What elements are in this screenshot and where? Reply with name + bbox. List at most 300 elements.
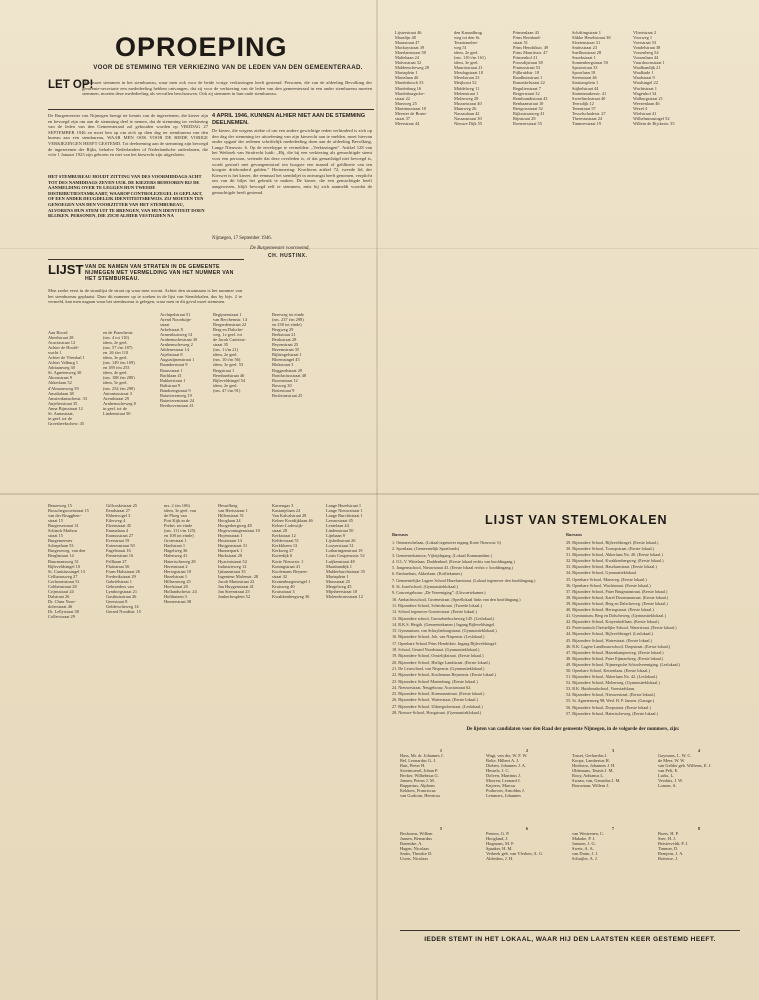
candidate-name: Bemjens, J. A.: [658, 851, 684, 857]
footer-instruction: IEDER STEMT IN HET LOKAAL, WAAR HIJ DEN LAATSTEN KEER GESTEMD HEEFT.: [424, 936, 716, 943]
street-entry: Raadhuisstraat 1: [513, 75, 543, 81]
street-entry: Meerstraat 44: [395, 120, 420, 126]
street-entry: weg tot den St.: [454, 35, 481, 41]
polling-station-entry: 11. Bijzondere School, Scheidstraat. (Tweede lokaal.): [392, 602, 482, 608]
street-entry: Meijhorst 52: [454, 80, 477, 86]
street-column: [395, 30, 451, 126]
street-entry: in geel. tot de: [103, 405, 127, 411]
polling-station-entry: 50. Openbare School, Kersenlaan. (Eerste lokaal.): [566, 667, 650, 673]
street-column: [106, 503, 162, 614]
street-entry: en 238 tot einde): [272, 322, 302, 328]
street-entry: dolerstraat 46: [48, 603, 73, 609]
street-entry: Spoorlaan 18: [572, 70, 596, 76]
street-entry: idem, 3e geel.: [454, 60, 479, 66]
street-entry: Acaciastraat 12: [48, 340, 76, 346]
street-entry: Lotharingenstraat 19: [326, 548, 363, 554]
street-entry: Gillcoskistraat 25: [106, 503, 138, 508]
street-entry: Burgemeester: [48, 538, 73, 544]
street-entry: straat 32: [272, 573, 287, 579]
street-entry: Maasstraat 47: [395, 40, 420, 46]
candidate-list: [486, 826, 568, 861]
polling-station-entry: 6. Fanfarehuis, Akkerlaan. (Koffiekamer.): [392, 571, 463, 577]
street-entry: Looyerstraat 31: [326, 543, 354, 549]
candidate-name: Mooren, Leonard J.: [486, 778, 521, 784]
street-entry: Lentelaan 44: [326, 523, 349, 529]
street-entry: Hoefstraat 20: [164, 583, 188, 589]
street-entry: Hezelstraat 1: [164, 573, 188, 579]
street-entry: en 108 tot einde): [164, 533, 194, 539]
street-entry: Mariënburgsche-: [395, 90, 425, 96]
candidate-name: Beisterveldt, P. J.: [658, 841, 689, 847]
street-entry: Waalbandijk 21: [633, 65, 661, 71]
street-entry: Hillenstraat 51: [218, 513, 244, 519]
street-entry: Achter de Hoofd-: [48, 345, 79, 351]
candidate-name: Becker, Wilhelmus G.: [400, 773, 439, 779]
page-title: OPROEPING: [115, 32, 288, 62]
candidate-name: van Westrenen, C.: [572, 831, 604, 837]
polling-station-entry: 19. Bijzondere School, Oostelijkstraat. (Eerste lokaal.): [392, 653, 484, 659]
street-entry: nrs. 2 t/m 106): [164, 503, 190, 508]
street-entry: (nrs. 254 t/m 298): [103, 385, 135, 391]
candidate-name: Aldenbos, J. H.: [486, 856, 514, 862]
street-entry: (nrs. 47 t/m 91): [213, 387, 241, 393]
street-column: [272, 312, 326, 398]
street-entry: Prunusstraat 53: [513, 65, 541, 71]
street-entry: Groesbeekschew. 45: [48, 420, 85, 426]
street-entry: Nassaustraat 30: [454, 115, 482, 121]
street-entry: Pijlkruidstr. 18: [513, 70, 540, 76]
street-entry: Hertogstraat 10: [164, 568, 192, 574]
candidate-name: Hogmans, M. F.: [486, 841, 515, 847]
street-entry: Herenstraat 2: [164, 563, 188, 569]
street-entry: Abeelstraat 28: [48, 335, 74, 341]
street-entry: Mariaplein 1: [326, 573, 349, 579]
street-entry: Lindenstraat 50: [103, 410, 131, 416]
polling-station-entry: 9. Concertgebouw „De Vereeniging”. (Uitvoeriekamer.): [392, 590, 486, 596]
street-column: [48, 330, 100, 426]
street-entry: Snelliusstraat 28: [572, 50, 602, 56]
street-entry: Kruisstraat 3: [272, 588, 295, 594]
candidate-list: [658, 826, 740, 861]
candidate-name: Hass, Mr. dr. Johannes J.: [400, 753, 444, 759]
polling-station-entry: 14. R.K.S. Heigth. (Gemeentekamer.) Ingang Bijleveldsingel.: [392, 621, 496, 627]
street-entry: Snoekstraat 1: [572, 55, 596, 61]
street-entry: Leeuwstraat 45: [326, 518, 353, 524]
street-entry: Kelner Kortdijklaan 46: [272, 518, 313, 524]
street-entry: St. Agnetenweg 30: [48, 370, 82, 376]
street-entry: Burgersestraat 31: [48, 523, 79, 529]
candidate-list: [658, 748, 740, 788]
street-entry: Theresiastraat 24: [572, 115, 603, 121]
street-entry: Mariënbosch 33: [395, 80, 424, 86]
polling-station-entry: 31. Bijzondere School, Akkerlaan No. 40. (Eerste lokaal.): [566, 552, 663, 558]
street-entry: Slikke Heseltstraat 38: [572, 35, 611, 41]
street-entry: Maldenscheweg 28: [395, 65, 430, 71]
divider: [400, 930, 740, 931]
street-entry: Mariënburg 16: [395, 85, 422, 91]
candidate-name: Koops, Lambertus H.: [572, 758, 610, 764]
candidate-name: Stoetmoesel, Johan P.: [400, 768, 439, 774]
street-entry: Achter Valburg 1: [48, 360, 79, 366]
street-entry: Timmerstraat 19: [572, 120, 601, 126]
street-entry: Prebrt. tot einde: [164, 523, 193, 529]
candidate-name: Wagt, van der, W. F. W.: [486, 753, 528, 759]
street-entry: Stationsplein 1: [572, 80, 599, 86]
street-entry: Maasbandijk 1: [326, 563, 352, 569]
street-entry: Rijksstraatweg 41: [513, 110, 545, 116]
street-entry: Vondelstraat 38: [633, 45, 661, 51]
street-entry: en de Prancheotr.: [103, 330, 134, 335]
candidate-name: Bottesse, J.: [658, 856, 678, 862]
street-entry: Prins Bernhard-: [513, 35, 541, 41]
street-entry: Hollandschestr. 24: [164, 588, 197, 594]
polling-station-entry: 18. School, Gerard Noodstraat. (Gymnastieklokaal.): [392, 647, 480, 653]
street-entry: Houtstraat 14: [218, 538, 242, 544]
street-entry: Beukstraat 28: [272, 337, 297, 343]
street-entry: Boxhornstraat 25: [272, 392, 303, 398]
street-entry: Malderburchtstraat 35: [326, 568, 365, 574]
street-entry: Marsstraat 25: [326, 578, 351, 584]
street-entry: idem, 2e geel.: [103, 340, 128, 346]
candidate-name: Hoekstra, Johannes J. H.: [572, 763, 616, 769]
street-entry: van Hertsstraat 1: [218, 508, 248, 514]
street-entry: Ranonkelstraat 22: [513, 80, 545, 86]
street-entry: Bergstraat 1: [213, 367, 235, 373]
street-entry: Baanderstraat 9: [160, 362, 188, 368]
polling-station-entry: 8. St. Jozefschool, (Gymnastieklokaal.): [392, 584, 458, 590]
street-list-heading-rest: VAN DE NAMEN VAN STRATEN IN DE GEMEENTE NIJMEGEN MET VERMELDING VAN HET NUMMER VAN HET STEMBUREAU.: [85, 264, 234, 283]
street-entry: en. 26 t/m 110: [103, 350, 129, 356]
street-entry: idem, 3e geel. 53: [213, 362, 244, 368]
street-entry: Malvastraat 52: [395, 60, 422, 66]
street-entry: Grotestraat 1: [164, 538, 187, 544]
street-entry: Kelner Lodewijk-: [272, 523, 304, 529]
candidate-list-number: 6: [525, 826, 529, 831]
street-entry: de Ploeg van: [164, 513, 187, 519]
street-entry: Bereweg tot einde: [272, 312, 304, 317]
polling-station-entry: 41. Gymnasium, Berg en Dalscheweg. (Gymnastieklokaal.): [566, 613, 666, 619]
street-entry: Arnhemschestraat 30: [160, 337, 198, 343]
polling-station-entry: 54. Bijzondere School, Nieuwestraat. (Eerste lokaal.): [566, 692, 656, 698]
candidate-list: [400, 748, 482, 798]
street-entry: Tesselschadestr. 27: [572, 110, 606, 116]
street-entry: idem, 5e geel.: [103, 380, 128, 386]
street-entry: Berg en Dalsche-: [213, 327, 244, 333]
street-entry: Collectoraat 29: [48, 614, 75, 620]
street-entry: Van Kalcalstraat 28: [272, 513, 307, 519]
street-entry: Bottestraat 9: [272, 387, 295, 393]
street-entry: Walburgstraat 21: [633, 95, 663, 101]
candidate-name: Hessels, J. C.: [486, 768, 510, 774]
street-entry: Nieuwe Dijk 55: [454, 120, 483, 126]
candidate-name: van Gorkom, Henricus: [400, 793, 441, 799]
divider: [48, 109, 374, 110]
street-entry: Bijleveldsingel 54: [213, 377, 246, 383]
street-entry: Vliertstraat 2: [633, 30, 657, 35]
street-entry: Jan Steenstraat 25: [218, 588, 250, 594]
polling-station-entry: 4. O.L.V. Wittelaan, Doddenbaal. (Eerste lokaal rechts van hoofdingang.): [392, 558, 515, 564]
street-entry: Maliebaan 24: [395, 55, 420, 61]
street-entry: Waalsingel 22: [633, 80, 658, 86]
street-column: [48, 503, 104, 619]
candidate-name: Hoogland, J.: [486, 836, 509, 842]
street-entry: Meester de Bruin-: [395, 110, 427, 116]
left-bold-paragraph: HET STEMBUREAU HOUDT ZITTING VAN DES VOORMIDDAGS ACHT TOT DES NAMIDDAGS ZEVEN UUR. DE KIEZERS BEHOOREN BIJ DE AANMELDING OVER TE LEGGEN HUN TWEEDE DISTRIBUTIESTAMKAART, WAAROP CONTROLEZEGEL IS GEPLAKT, OF EEN ANDER DEUGDELIJK IDENTITEITSBEWIJS. ZIJ MOETEN TEN GENOEGEN VAN DEN VOORZITTER VAN HET STEMBUREAU, ALVORENS HUN STEM UIT TE BRENGEN, VAN HUN IDENTITEIT DOEN BLIJKEN. PERSONEN, DIE ZICH ALHIER VESTIGDEN NA: [48, 174, 205, 219]
street-entry: Crijnsstraat 24: [48, 588, 74, 594]
paper-crease: [0, 248, 759, 249]
street-entry: Koolemans Beynen-: [272, 568, 308, 574]
left-paragraph: De Burgemeester van Nijmegen brengt ter kennis van de ingezetenen, die kiezer zijn en bevoegd zijn om aan de stemming deel te nemen, dat de stemming ter verkiezing van de leden van den Gemeenteraad zal gehouden worden op VRIJDAG 27 SEPTEMBER 1946 en moet ben op om zich op dien dag ter stembureau van den bureau aan een stembureau, WAAR MEN OOK VOOR DE BEIDE VORIGE VERKIEZINGEN HEEFT GESTEMD. Tot deelneming aan de stemming zijn bevoegd de ingezetenen der Rijks, behalve Nederlanders of Nederlandsche onderdanen, die vóór 1 Januari 1923 zijn geboren en niet van het kiesrecht zijn uitgesloten.: [48, 113, 209, 158]
street-entry: idem, 2e geel.: [454, 50, 479, 56]
street-entry: Mergelweg 45: [326, 583, 352, 589]
intro-paragraph: Men moet stemmen in het stembureau, waar men ook voor de beide vorige verkiezingen heeft gestemd. Personen, die van de afdeeling Bevolking der gemeente-secretarie een mededeeling hebben ontvangen, dat zij voor de verkiezing van de leden van den gemeenteraad in een ander stembureau moeten stemmen, moeten deze mededeeling als vervallen beschouwen. Ook zij stemmen in hun oude stembureau.: [82, 80, 372, 97]
street-entry: Marsweg 25: [395, 100, 417, 106]
candidate-name: van Gelder geb. Willems, E. J.: [658, 763, 712, 769]
street-entry: (nrs. 4 tot 110): [103, 335, 129, 341]
street-list-heading: LIJST: [48, 262, 84, 277]
street-column: [103, 330, 157, 416]
street-entry: Gasthuisstraat 26: [106, 593, 137, 599]
polling-station-entry: 47. Bijzondere School, Hazenkampseweg. (Eerste lokaal.): [566, 649, 664, 655]
street-entry: Beethovenstraat 41: [160, 402, 194, 408]
street-entry: Proosdijstraat 38: [513, 60, 543, 66]
street-entry: idem, 3e geel.: [103, 355, 128, 361]
street-entry: Regulierstraat 7: [513, 85, 541, 91]
street-entry: Tennstraat 57: [572, 105, 596, 111]
street-entry: Adriaanweg 30: [48, 365, 75, 371]
candidate-name: Gaymans, L. W. C.: [658, 753, 692, 759]
page-subtitle: VOOR DE STEMMING TER VERKIEZING VAN DE LEDEN VAN DEN GEMEENTERAAD.: [93, 64, 363, 71]
street-entry: Vuurdoornstraat 1: [633, 60, 665, 66]
street-entry: St. Annastraat,: [48, 410, 74, 416]
street-entry: Fennerstraat 16: [106, 553, 134, 559]
street-entry: Euterenstraat 50: [106, 543, 135, 549]
street-entry: (nrs. 57 t/m 187): [103, 345, 133, 351]
street-entry: van der Brugghen-: [48, 513, 81, 519]
street-entry: Kwakkenbergweg 36: [272, 593, 310, 599]
street-entry: Industrieweg 12: [218, 563, 247, 569]
polling-station-entry: 3. Gemeentekantoor, Vijfzijdegang. (Lokaal Kommandant.): [392, 552, 492, 558]
street-entry: Berghstraat 14: [48, 553, 74, 559]
polling-stations-heading: LIJST VAN STEMLOKALEN: [485, 513, 668, 527]
street-entry: Bijlsingelstraat 1: [272, 352, 302, 358]
candidate-name: Bouwman, Willem J.: [572, 783, 610, 789]
street-entry: Teersdijk 12: [572, 100, 594, 106]
street-entry: Corhoomstraat 51: [48, 578, 80, 584]
street-entry: Hooglaan 24: [218, 518, 241, 524]
candidate-name: Bolte, Hilbert A. J.: [486, 758, 520, 764]
street-column: [218, 503, 270, 599]
polling-station-entry: 5. Jongensschool, Nieuwstraat 43. (Eerste lokaal rechts v. hoofdingang.): [392, 565, 514, 571]
street-entry: Weezenlaan 46: [633, 100, 660, 106]
street-entry: Stratenmakerstr. 41: [572, 90, 607, 96]
street-entry: (nrs. 111 t/m 125): [164, 528, 196, 534]
street-entry: Emmalaan 4: [106, 528, 129, 534]
street-entry: Lindenstraat 50: [326, 528, 354, 534]
candidate-name: Timmer, D.: [658, 846, 679, 852]
candidate-list-number: 3: [611, 748, 615, 753]
street-entry: Hogewoningenstraat 10: [218, 528, 260, 534]
street-entry: Stijkelstraat 44: [572, 85, 599, 91]
street-entry: Mozartstraat 40: [454, 100, 482, 106]
street-entry: Arnhemscheweg 2: [160, 342, 193, 348]
candidate-name: Janssen, J. G.: [572, 841, 596, 847]
street-entry: Gabriëlstraat 1: [106, 578, 132, 584]
street-entry: de Jacob Canisius-: [213, 337, 246, 343]
polling-station-entry: 51. Bijzondere School, Akkerlaan No. 42. (Leslokaal.): [566, 674, 658, 680]
candidate-name: Smits, Theodor D.: [400, 851, 433, 857]
candidate-list-number: 5: [439, 826, 443, 831]
candidate-list-number: 8: [697, 826, 701, 831]
polling-station-entry: 43. Protestantsch Christelijke School, Waterstraat. (Eerste lokaal.): [566, 625, 677, 631]
polling-stations-left: [392, 540, 562, 716]
street-entry: (nrs. 149 t/m 169): [103, 360, 135, 366]
street-list-note: Men zoeke eerst in de straatlijst de straat op waar men woont. Achter den straatnaam is het nummer van het stembureau geplaatst. Daar dit nummer op te zoeken in de lijst van Stemlokalen, dus by bijv. 2 te vermeld, kan men nagaan waar het stembureau is gelegen, waar men in dit geval moet stemmen.: [48, 288, 242, 305]
polling-station-entry: 7. Gemeentelijke Lagere School Hazelaarstraat. (Lokaal tegenover den hoofdingang.): [392, 577, 536, 583]
street-entry: Wagenhof 34: [633, 90, 657, 96]
street-entry: Mesdagstraat 18: [454, 70, 483, 76]
street-entry: Haelstraat 1: [164, 543, 186, 549]
street-entry: Sonnenbergstraat 50: [572, 60, 608, 66]
candidate-list-number: 7: [611, 826, 615, 831]
street-entry: Muntweg 26: [454, 105, 477, 111]
street-entry: Kruisweg 40: [272, 583, 295, 589]
polling-station-entry: 52. Bijzondere School, Molenweg. (Gymnastieklokaal.): [566, 680, 660, 686]
candidate-name: Barendse, A.: [400, 841, 423, 847]
street-entry: Lijnbaan 9: [326, 533, 345, 539]
street-entry: Martinusstraat 18: [395, 105, 426, 111]
candidate-name: Kekkers, Franciscus: [400, 788, 436, 794]
street-entry: Batavierenweg 19: [160, 392, 192, 398]
street-column: [513, 30, 569, 126]
street-entry: Prins Hendrikstr. 49: [513, 45, 549, 51]
candidates-heading: De lijsten van candidaten voor den Raad der gemeente Nijmegen, in de volgorde der nummers, zijn:: [466, 727, 680, 732]
street-entry: Dr. Claas Noor-: [48, 598, 76, 604]
polling-station-entry: 21. De Leurschool, van Nispenstr. (Gymnastieklokaal.): [392, 665, 485, 671]
street-entry: idem, 2e geel.: [213, 382, 238, 388]
candidate-list: [572, 748, 654, 788]
candidate-name: Lemmers, Johannes: [486, 793, 521, 799]
polling-station-entry: 56. Bijzondere School, Dorpstraat. (Eerste lokaal.): [566, 704, 651, 710]
street-column: [454, 30, 510, 126]
street-entry: Fagelstraat 16: [106, 548, 131, 554]
street-entry: Louis Couperusstr. 52: [326, 553, 365, 559]
street-entry: Beyenstraat 25: [272, 342, 299, 348]
street-entry: Lange Burchtstraat 1: [326, 513, 363, 519]
candidate-name: Peeters, G. P.: [486, 831, 510, 837]
polling-station-entry: 46. R.K. Lagere Landbouwschool, Dorpstraat. (Eerste lokaal.): [566, 643, 671, 649]
street-entry: Bosschegrooetstraat 15: [48, 508, 89, 514]
polling-station-entry: 49. Bijzondere School, Nijmeegsche Schoolvereniging. (Leslokaal.): [566, 661, 681, 667]
street-entry: Wilhelminasingel 52: [633, 115, 670, 121]
candidate-name: Spaaker, H. M.: [486, 846, 513, 852]
street-entry: Bakkerstraat 1: [160, 377, 186, 383]
street-entry: Kastanjelaan 24: [272, 508, 301, 514]
right-paragraph-heading: 4 APRIL 1946, KUNNEN ALHIER NIET AAN DE STEMMING DEELNEMEN.: [212, 113, 366, 126]
street-entry: Bernhardstraat 46: [213, 372, 245, 378]
street-entry: Buurmansweg 51: [48, 558, 79, 564]
street-entry: Huijgenstraat 31: [218, 543, 248, 549]
street-entry: Renbaanstraat 10: [513, 100, 544, 106]
street-entry: in geel. tot de: [48, 415, 72, 421]
street-entry: Hoogerbergweg 48: [218, 523, 252, 529]
street-entry: Ijsbaanstraat 35: [218, 568, 246, 574]
street-entry: Molendwarsstraat 12: [326, 593, 363, 599]
street-entry: Lijsbethstraat 26: [326, 538, 356, 544]
candidate-name: Boets, H. P.: [658, 831, 679, 837]
street-column: [326, 503, 374, 599]
street-entry: Vossenberg 54: [633, 50, 659, 56]
polling-station-entry: 57. Bijzondere School, Hatertscheweg. (Eerste lokaal.): [566, 710, 658, 716]
bureaux-label: Bureaux: [392, 532, 409, 537]
candidate-name: Truset, Gerhardus J.: [572, 753, 608, 759]
street-entry: Hojemstraat 1: [218, 533, 243, 539]
polling-station-entry: 45. Bijzondere School, Waterstraat. (Eerste lokaal.): [566, 637, 652, 643]
street-entry: Lange Hezelstraat 1: [326, 503, 362, 508]
street-entry: Halenweg 41: [164, 553, 188, 559]
street-entry: straat 15: [48, 518, 63, 524]
polling-station-entry: 53. R.K. Huishoudschool, Voorstadslaan.: [566, 686, 635, 692]
street-entry: Maerlantstraat 58: [395, 50, 426, 56]
polling-station-entry: 22. Bijzondere School, Koolemans Beynenstr. (Eerste lokaal.): [392, 672, 496, 678]
divider: [48, 259, 244, 260]
street-column: [213, 312, 269, 393]
street-entry: Bosweg 30: [272, 382, 292, 388]
street-entry: Lijsterstraat 46: [395, 30, 422, 35]
street-entry: wacht 1: [48, 350, 62, 356]
street-entry: Anjelierstraat 35: [48, 400, 78, 406]
polling-station-entry: 16. Bijzondere School, Joh. van Nispenstr. (Leslokaal.): [392, 634, 485, 640]
street-entry: Lange Nieuwstraat 1: [326, 508, 363, 514]
street-entry: Wachtstraat 1: [633, 85, 657, 91]
street-entry: Rembrandtstraat 43: [513, 95, 548, 101]
street-entry: (nrs. 188 t/m 280): [103, 375, 135, 381]
polling-station-entry: 37. Bijzondere School, Pater Brugmanstraat. (Eerste lokaal.): [566, 588, 668, 594]
street-entry: Waalstraat 9: [633, 75, 655, 81]
street-entry: Port Kijk in de: [164, 518, 190, 524]
street-entry: Bloemsingel 45: [272, 357, 300, 363]
polling-station-entry: 17. Openbare School Prins Hendrikstr. Ingang Bijleveldsingel.: [392, 640, 497, 646]
street-entry: Baarsstraat 1: [160, 367, 183, 373]
street-entry: Spoorstraat 33: [572, 65, 598, 71]
street-entry: Mackaystraat 39: [395, 45, 425, 51]
street-entry: Schepelaan 53: [48, 543, 74, 549]
street-entry: Burgerzweg, van den: [48, 548, 86, 554]
polling-station-entry: 40. Bijzondere School, Hertogstraat. (Eerste lokaal.): [566, 607, 654, 613]
street-entry: Bergweg 29: [272, 327, 294, 333]
street-entry: (nrs. 237 t/m 298): [272, 317, 304, 323]
street-entry: Amalialaan 38: [48, 390, 74, 396]
signature-place-date: Nijmegen, 17 September 1946.: [212, 236, 272, 241]
street-entry: Kortedijk 6: [272, 553, 293, 559]
street-entry: Hurkstraat 20: [218, 553, 243, 559]
street-entry: Boggerdstraat 29: [272, 367, 303, 373]
street-entry: Bezemstraat 35: [272, 347, 300, 353]
street-entry: Wielstraat 41: [633, 110, 657, 116]
let-op-label: LET OP!: [48, 79, 94, 91]
street-entry: Steenstraat 46: [572, 75, 597, 81]
candidate-list: [400, 826, 482, 861]
street-entry: straat 37: [395, 115, 410, 121]
candidate-name: Swets, A. A.: [572, 846, 594, 852]
candidate-name: Beslooms, Willem: [400, 831, 433, 837]
street-entry: Ahornstraat 9: [48, 375, 73, 381]
street-entry: Kerkweg 27: [272, 548, 294, 554]
paper-fold-vertical: [376, 0, 378, 1000]
street-entry: van Berchemstr. 14: [213, 317, 248, 323]
bureaux-label: Bureaux: [566, 532, 583, 537]
street-entry: Everstraat 19: [106, 538, 130, 544]
